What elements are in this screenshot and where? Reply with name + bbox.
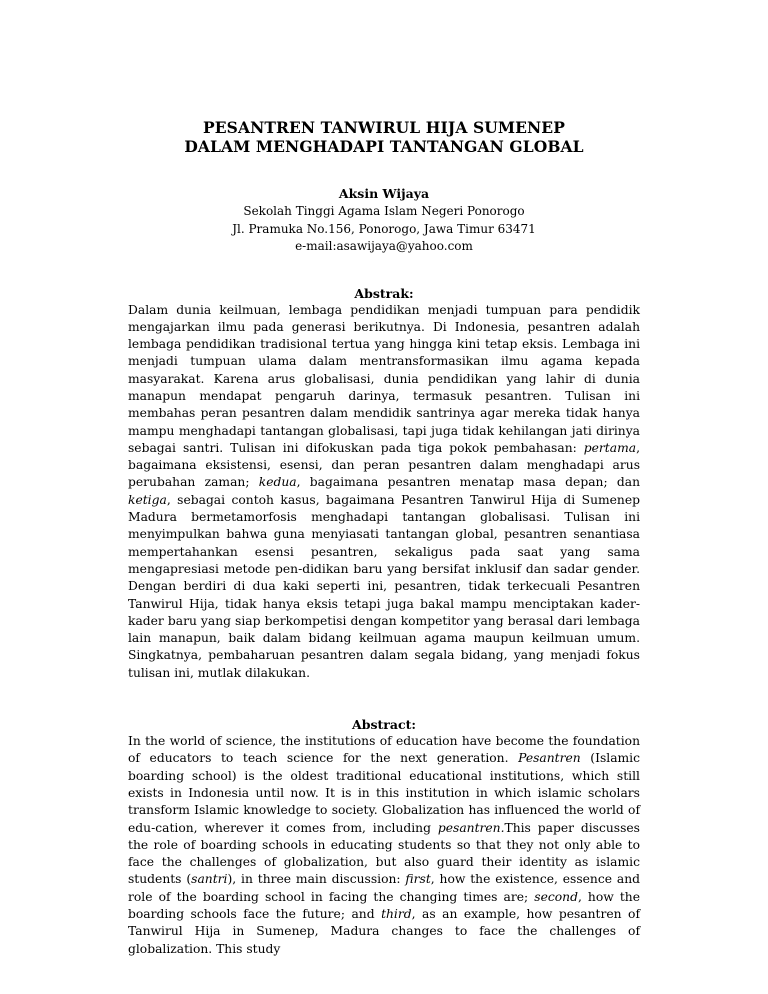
- author-email: e-mail:asawijaya@yahoo.com: [295, 239, 473, 253]
- abstrak-body: Dalam dunia keilmuan, lembaga pendidikan menjadi tumpuan para pendidik mengajarkan ilmu pada generasi berikutnya. Di Indonesia, pesantren adalah lembaga pendidikan tradisional tertua yang hingga kini tetap eksis. Lembaga ini menjadi tumpuan ulama dalam mentransformasikan ilmu agama kepada masyarakat. Karena arus globalisasi, dunia pendidikan yang lahir di dunia manapun mendapat pengaruh darinya, termasuk pesantren. Tulisan ini membahas peran pesantren dalam mendidik santrinya agar mereka tidak hanya mampu menghadapi tantangan globalisasi, tapi juga tidak kehilangan jati dirinya sebagai santri. Tulisan ini difokuskan pada tiga pokok pembahasan: pertama, bagaimana eksistensi, esensi, dan peran pesantren dalam menghadapi arus perubahan zaman; kedua, bagaimana pesantren menatap masa depan; dan ketiga, sebagai contoh kasus, bagaimana Pesantren Tanwirul Hija di Sumenep Madura bermetamorfosis menghadapi tantangan globalisasi. Tulisan ini menyimpulkan bahwa guna menyiasati tantangan global, pesantren senantiasa mempertahankan esensi pesantren, sekaligus pada saat yang sama mengapresiasi metode pen-didikan baru yang bersifat inklusif dan sadar gender. Dengan berdiri di dua kaki seperti ini, pesantren, tidak terkecuali Pesantren Tanwirul Hija, tidak hanya eksis tetapi juga bakal mampu menciptakan kader-kader baru yang siap berkompetisi dengan kompetitor yang berasal dari lembaga lain manapun, baik dalam bidang keilmuan agama maupun keilmuan umum. Singkatnya, pembaharuan pesantren dalam segala bidang, yang menjadi fokus tulisan ini, mutlak dilakukan.: [128, 302, 640, 680]
- abstrak-heading: Abstrak:: [354, 285, 414, 301]
- paper-title: [128, 118, 640, 156]
- abstract-heading: Abstract:: [352, 717, 416, 733]
- title-line-1: PESANTREN TANWIRUL HIJA SUMENEP: [203, 118, 565, 137]
- author-address: Jl. Pramuka No.156, Ponorogo, Jawa Timur 63471: [232, 221, 536, 236]
- author-affiliation: Sekolah Tinggi Agama Islam Negeri Ponorogo: [243, 204, 525, 218]
- author-name: Aksin Wijaya: [338, 186, 430, 201]
- title-line-2: DALAM MENGHADAPI TANTANGAN GLOBAL: [184, 137, 584, 156]
- paper-page: [128, 118, 640, 958]
- abstract-body: In the world of science, the institutions of education have become the foundation of educators to teach science for the next generation. Pesantren (Islamic boarding school) is the oldest traditional educational institutions, which still exists in Indonesia until now. It is in this institution in which islamic scholars transform Islamic knowledge to society. Globalization has influenced the world of edu-cation, wherever it comes from, including pesantren.This paper discusses the role of boarding schools in educating students so that they not only able to face the challenges of globalization, but also guard their identity as islamic students (santri), in three main discussion: first, how the existence, essence and role of the boarding school in facing the changing times are; second, how the boarding schools face the future; and third, as an example, how pesantren of Tanwirul Hija in Sumenep, Madura changes to face the challenges of globalization. This study: [128, 734, 641, 956]
